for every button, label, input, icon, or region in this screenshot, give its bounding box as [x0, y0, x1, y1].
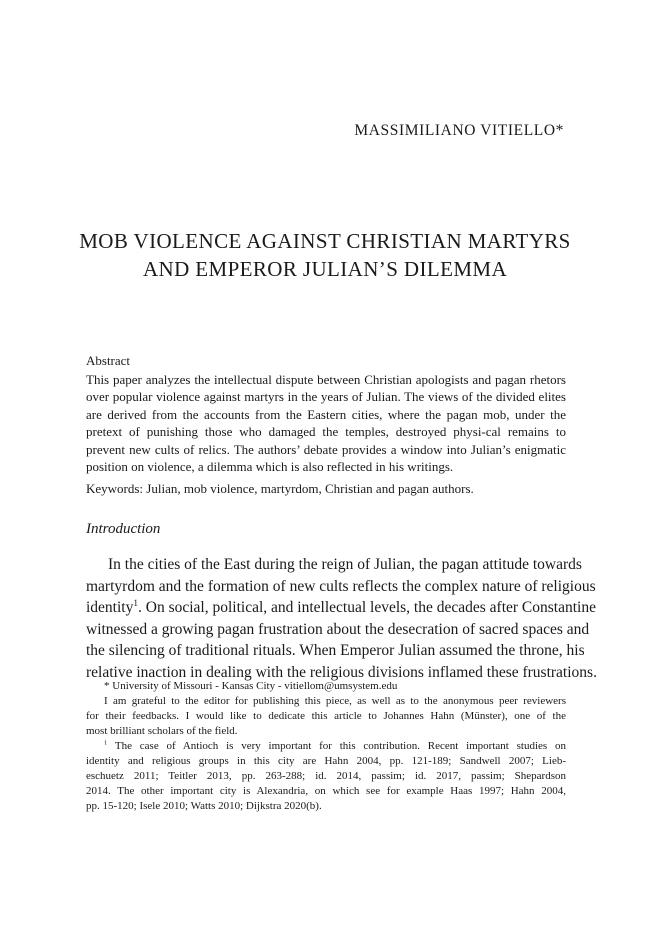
author-name: MASSIMILIANO VITIELLO*	[354, 122, 564, 139]
footnote-1-line: pp. 15-120; Isele 2010; Watts 2010; Dijkstra 2020(b).	[86, 800, 322, 812]
footnote-1-line: identity and religious groups in this city are Hahn 2004, pp. 121-189; Sandwell 2007; Lieb-	[86, 755, 566, 767]
body-line: In the cities of the East during the reign of Julian, the pagan attitude towards	[108, 556, 582, 573]
footnote-1-line: eschuetz 2011; Teitler 2013, pp. 263-288; id. 2014, passim; id. 2017, passim; Shepardson	[86, 770, 566, 782]
footnote-ack-line: for their feedbacks. I would like to dedicate this article to Johannes Hahn (Münster), one of the	[86, 710, 566, 722]
footnote-ref-1[interactable]: 1	[133, 598, 139, 609]
footnote-1-line	[86, 739, 566, 754]
abstract-text: This paper analyzes the intellectual dispute between Christian apologists and pagan rhetors over popular violence against martyrs in the years of Julian. The views of the divided elites are derived from the accounts from the Eastern cities, where the pagan mob, under the pretext of punishing those who damaged the temples, destroyed physi-cal remains to prevent new cults of relics. The authors’ debate provides a window into Julian’s enigmatic position on violence, a dilemma which is also reflected in his writings.	[86, 371, 566, 474]
footnotes	[86, 679, 566, 814]
title-line-2: AND EMPEROR JULIAN’S DILEMMA	[142, 257, 508, 281]
footnote-ack-line: most brilliant scholars of the field.	[86, 725, 238, 737]
body-line: the silencing of traditional rituals. When Emperor Julian assumed the throne, his	[86, 642, 585, 659]
abstract-label: Abstract	[86, 353, 131, 368]
body-text-fragment: identity	[86, 599, 134, 616]
article-title	[0, 227, 650, 283]
footnote-text: The case of Antioch is very important for this contribution. Recent important studies on	[114, 740, 566, 752]
body-line: relative inaction in dealing with the religious divisions inflamed these frustrations.	[86, 663, 597, 681]
body-line	[86, 597, 596, 619]
keywords: Keywords: Julian, mob violence, martyrdom, Christian and pagan authors.	[86, 480, 474, 496]
footnote-1-line: 2014. The other important city is Alexandria, on which see for example Haas 1997; Hahn 2004,	[86, 785, 566, 797]
body-line: witnessed a growing pagan frustration about the desecration of sacred spaces and	[86, 620, 590, 638]
introduction-body	[86, 554, 597, 683]
body-line: martyrdom and the formation of new cults reflects the complex nature of religious	[86, 577, 596, 595]
abstract-section	[86, 352, 566, 497]
footnote-1-marker: 1	[104, 739, 108, 747]
footnote-ack-line: I am grateful to the editor for publishing this piece, as well as to the anonymous peer reviewers	[104, 695, 566, 707]
title-line-1: MOB VIOLENCE AGAINST CHRISTIAN MARTYRS	[79, 229, 571, 253]
introduction-heading: Introduction	[86, 521, 161, 537]
footnote-affiliation: * University of Missouri - Kansas City - vitiellom@umsystem.edu	[104, 680, 398, 692]
body-text-fragment: . On social, political, and intellectual levels, the decades after Constantine	[138, 599, 596, 616]
